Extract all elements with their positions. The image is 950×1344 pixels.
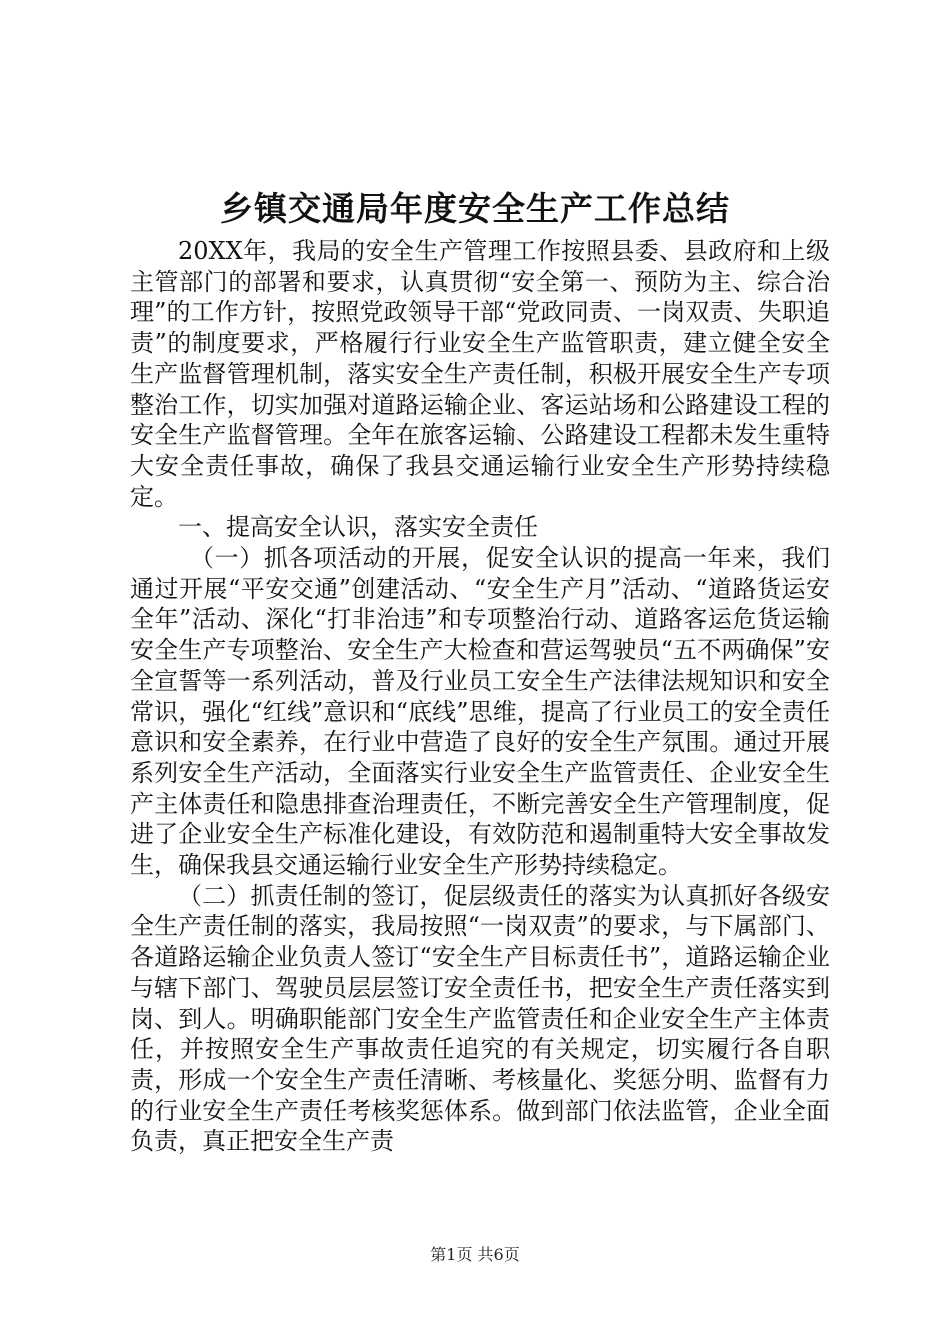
page-footer: 第1页 共6页	[430, 1245, 520, 1264]
paragraph-subsection-1: （一）抓各项活动的开展，促安全认识的提高一年来，我们通过开展“平安交通”创建活动、“安全生产月”活动、“道路货运安全年”活动、深化“打非治违”和专项整治行动、道路客运危货运输安全生产专项整治、安全生产大检查和营运驾驶员“五不两确保”安全宣誓等一系列活动，普及行业员工安全生产法律法规知识和安全常识，强化“红线”意识和“底线”思维，提高了行业员工的安全责任意识和安全素养，在行业中营造了良好的安全生产氛围。通过开展系列安全生产活动，全面落实行业安全生产监管责任、企业安全生产主体责任和隐患排查治理责任，不断完善安全生产管理制度，促进了企业安全生产标准化建设，有效防范和遏制重特大安全事故发生，确保我县交通运输行业安全生产形势持续稳定。	[130, 544, 830, 880]
paragraph-subsection-2: （二）抓责任制的签订，促层级责任的落实为认真抓好各级安全生产责任制的落实，我局按照“一岗双责”的要求，与下属部门、各道路运输企业负责人签订“安全生产目标责任书”，道路运输企业与辖下部门、驾驶员层层签订安全责任书，把安全生产责任落实到岗、到人。明确职能部门安全生产监管责任和企业安全生产主体责任，并按照安全生产事故责任追究的有关规定，切实履行各自职责，形成一个安全生产责任清晰、考核量化、奖惩分明、监督有力的行业安全生产责任考核奖惩体系。做到部门依法监管，企业全面负责，真正把安全生产责	[130, 881, 830, 1156]
document-body	[130, 236, 830, 1157]
section-heading-1: 一、提高安全认识，落实安全责任	[178, 513, 538, 542]
paragraph-intro: 20XX年，我局的安全生产管理工作按照县委、县政府和上级主管部门的部署和要求，认真贯彻“安全第一、预防为主、综合治理”的工作方针，按照党政领导干部“党政同责、一岗双责、失职追责”的制度要求，严格履行行业安全生产监管职责，建立健全安全生产监督管理机制，落实安全生产责任制，积极开展安全生产专项整治工作，切实加强对道路运输企业、客运站场和公路建设工程的安全生产监督管理。全年在旅客运输、公路建设工程都未发生重特大安全责任事故，确保了我县交通运输行业安全生产形势持续稳定。	[130, 237, 830, 511]
document-title: 乡镇交通局年度安全生产工作总结	[220, 189, 730, 228]
